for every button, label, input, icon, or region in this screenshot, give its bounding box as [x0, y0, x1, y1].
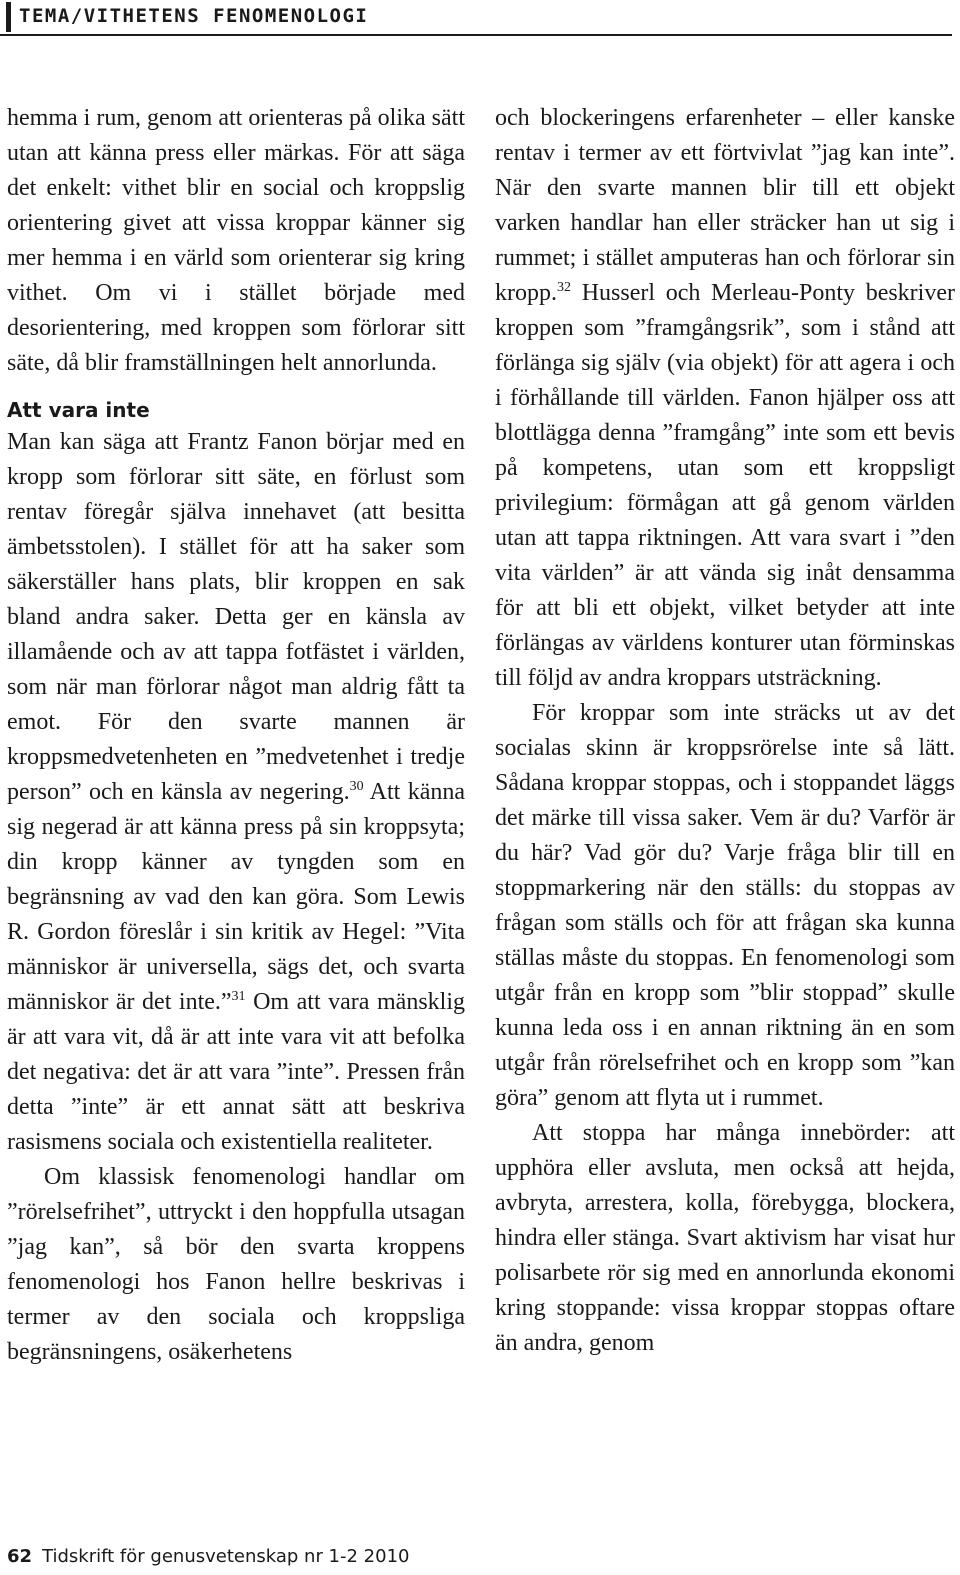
paragraph-text: Att känna sig negerad är att känna press på sin kroppsyta; din kropp känner av tyngden som en begränsning av vad den kan göra. Som Lewis R. Gordon föreslår i sin kritik av Hegel: ”Vita människor är universella, sägs det, och svarta människor är det inte.” — [7, 779, 465, 1015]
footnote-ref-32: 32 — [557, 280, 571, 295]
paragraph-text: Husserl och Merleau-Ponty beskriver kroppen som ”framgångsrik”, som i stånd att förlänga sig själv (via objekt) för att agera i och i förhållande till världen. Fanon hjälper oss att blottlägga denna ”framgång” inte som ett bevis på kompetens, utan som ett kroppsligt privilegium: förmågan att gå genom världen utan att tappa riktningen. Att vara svart i ”den vita världen” är att vända sig inåt densamma för att bli ett objekt, vilket betyder att inte förlängas av världens konturer utan förminskas till följd av andra kroppars utsträckning. — [495, 280, 955, 691]
footnote-ref-31: 31 — [231, 989, 246, 1004]
paragraph — [495, 101, 955, 696]
section-title: TEMA/VITHETENS FENOMENOLOGI — [19, 5, 369, 27]
page-number: 62 — [7, 1546, 33, 1567]
footnote-ref-30: 30 — [349, 779, 364, 794]
left-column — [7, 101, 465, 1370]
paragraph: hemma i rum, genom att orienteras på olika sätt utan att känna press eller märkas. För att säga det enkelt: vithet blir en social och kroppslig orientering givet att vissa kroppar känner sig mer hemma i en värld som orienterar sig kring vithet. Om vi i stället började med desorientering, med kroppen som förlorar sitt säte, då blir framställningen helt annorlunda. — [7, 105, 465, 376]
paragraph: Att stoppa har många innebörder: att upphöra eller avsluta, men också att hejda, avbryta, arrestera, kolla, förebygga, blockera, hindra eller stänga. Svart aktivism har visat hur polisarbete rör sig med en annorlunda ekonomi kring stoppande: vissa kroppar stoppas oftare än andra, genom — [495, 1120, 955, 1356]
page-footer — [7, 1545, 410, 1569]
journal-name: Tidskrift för genusvetenskap nr 1-2 2010 — [42, 1546, 410, 1567]
paragraph-text: Man kan säga att Frantz Fanon börjar med en kropp som förlorar sitt säte, en förlust som rentav föregår själva innehavet (att besitta ämbetsstolen). I stället för att ha saker som säkerställer hans plats, blir kroppen en sak bland andra saker. Detta ger en känsla av illamående och av att tappa fotfästet i världen, som när man förlorar något man aldrig fått ta emot. För den svarte mannen är kroppsmedvetenheten en ”medvetenhet i tredje person” och en känsla av negering. — [7, 429, 465, 805]
paragraph-text: Om att vara mänsklig är att vara vit, då är att inte vara vit att befolka det negativa: det är att vara ”inte”. Pressen från detta ”inte” är ett annat sätt att beskriva rasismens sociala och existentiella realiteter. — [7, 989, 465, 1155]
right-column — [495, 101, 955, 1361]
subheading: Att vara inte — [7, 398, 150, 422]
header-accent-bar — [6, 2, 11, 32]
paragraph: Om klassisk fenomenologi handlar om ”rörelsefrihet”, uttryckt i den hoppfulla utsagan ”jag kan”, så bör den svarta kroppens fenomenologi hos Fanon hellre beskrivas i termer av den sociala och kroppsliga begränsningens, osäkerhetens — [7, 1164, 465, 1365]
paragraph — [7, 425, 465, 1160]
paragraph: För kroppar som inte sträcks ut av det socialas skinn är kroppsrörelse inte så lätt. Sådana kroppar stoppas, och i stoppandet läggs det märke till vissa saker. Vem är du? Varför är du här? Vad gör du? Varje fråga blir till en stoppmarkering när den ställs: du stoppas av frågan som ställs och för att frågan ska kunna ställas måste du stoppas. En fenomenologi som utgår från en kropp som ”blir stoppad” skulle kunna leda oss i en annan riktning än en som utgår från rörelsefrihet och en kropp som ”kan göra” genom att flyta ut i rummet. — [495, 700, 955, 1111]
paragraph-text: och blockeringens erfarenheter – eller kanske rentav i termer av ett förtvivlat ”jag kan inte”. När den svarte mannen blir till ett objekt varken handlar han eller sträcker han ut sig i rummet; i stället amputeras han och förlorar sin kropp. — [495, 105, 955, 306]
running-header — [0, 0, 952, 36]
